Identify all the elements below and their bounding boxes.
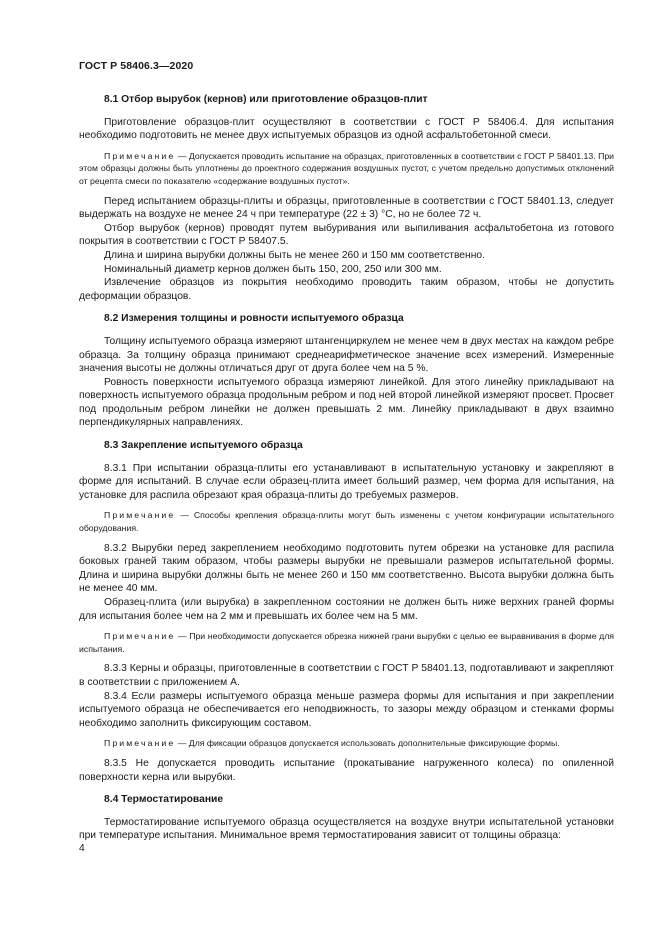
paragraph: Длина и ширина вырубки должны быть не менее 260 и 150 мм соответственно. (104, 249, 485, 261)
paragraph: Термостатирование испытуемого образца осуществляется на воздухе внутри испытательной установки при температуре испытания. Минимальное время термостатирования зависит от толщины образца: (79, 816, 614, 842)
note (79, 737, 614, 750)
paragraph-8-3-3: 8.3.3 Керны и образцы, приготовленные в соответствии с ГОСТ Р 58401.13, подготавливают и закрепляют в соответствии с приложением А. (79, 663, 614, 688)
note-label: Примечание (104, 631, 176, 642)
section-heading-8-4: 8.4 Термостатирование (104, 794, 224, 806)
note (79, 630, 614, 655)
paragraph: Приготовление образцов-плит осуществляют в соответствии с ГОСТ Р 58406.4. Для испытания необходимо подготовить не менее двух испытуемых образцов из одной асфальтобетонной смеси. (79, 116, 614, 142)
paragraph: Образец-плита (или вырубка) в закрепленном состоянии не должен быть ниже верхних граней формы для испытания более чем на 2 мм и превышать их более чем на 5 мм. (79, 597, 614, 622)
running-header: ГОСТ Р 58406.3—2020 (79, 60, 194, 72)
paragraph: Перед испытанием образцы-плиты и образцы, приготовленные в соответствии с ГОСТ 58401.13, следует выдержать на воздухе не менее 24 ч при температуре (22 ± 3) °С, но не более 72 ч. (79, 195, 614, 221)
paragraph-8-3-5: 8.3.5 Не допускается проводить испытание (прокатывание нагруженного колеса) по опиленной поверхности керна или вырубки. (79, 757, 614, 783)
note-text: — При необходимости допускается обрезка нижней грани вырубки с целью ее выравнивания в форме для испытания. (79, 631, 614, 654)
note-text: — Для фиксации образцов допускается использовать дополнительные фиксирующие формы. (175, 738, 560, 749)
note-text: — Способы крепления образца-плиты могут быть изменены с учетом конфигурации испытательного оборудования. (79, 510, 614, 534)
paragraph: Ровность поверхности испытуемого образца измеряют линейкой. Для этого линейку прикладывают на поверхность испытуемого образца продольным ребром и под ней второй линейкой измеряют просвет. Просвет под продольным ребром линейки не должен превышать 2 мм. Линейку прикладывают в двух взаимно перпендикулярных направлениях. (79, 376, 614, 429)
document-body (79, 93, 614, 843)
section-heading-8-2: 8.2 Измерения толщины и ровности испытуемого образца (104, 313, 404, 325)
note-text: — Допускается проводить испытание на образцах, приготовленных в соответствии с ГОСТ Р 58401.13. При этом образцы должны быть уплотнены до проектного содержания воздушных пустот, с учетом предельно допустимых отклонений от рецепта смеси по показателю «содержание воздушных пустот». (79, 150, 614, 186)
paragraph: Номинальный диаметр кернов должен быть 150, 200, 250 или 300 мм. (104, 263, 442, 275)
page-number: 4 (79, 843, 85, 854)
note-label: Примечание (104, 738, 176, 749)
note (79, 150, 614, 188)
note-label: Примечание (104, 150, 176, 161)
paragraph-8-3-1: 8.3.1 При испытании образца-плиты его устанавливают в испытательную установку и закрепляют в форме для испытаний. В случае если образец-плита имеет больший размер, чем форма для испытания, на установке для распила обрезают края образца-плиты до требуемых размеров. (79, 462, 614, 501)
paragraph-8-3-2: 8.3.2 Вырубки перед закреплением необходимо подготовить путем обрезки на установке для распила боковых граней таким образом, чтобы размеры вырубки не превышали размеров испытательной формы. Длина и ширина вырубки должны быть не менее 260 и 150 мм соответственно. Высота вырубки должна быть не менее 40 мм. (79, 542, 614, 595)
note (79, 509, 614, 534)
paragraph: Отбор вырубок (кернов) проводят путем выбуривания или выпиливания асфальтобетона из готового покрытия в соответствии с ГОСТ Р 58407.5. (79, 222, 614, 248)
paragraph: Толщину испытуемого образца измеряют штангенциркулем не менее чем в двух местах на каждом ребре образца. За толщину образца принимают среднеарифметическое значение всех измерений. Измеренные значения высоты не должны отличаться друг от друга более чем на 5 %. (79, 335, 614, 375)
paragraph-8-3-4: 8.3.4 Если размеры испытуемого образца меньше размера формы для испытания и при закреплении испытуемого образца не обеспечивается его неподвижность, то зазоры между образцом и стенками формы необходимо заполнить фиксирующим составом. (79, 690, 614, 729)
section-heading-8-1: 8.1 Отбор вырубок (кернов) или приготовление образцов-плит (104, 94, 428, 105)
section-heading-8-3: 8.3 Закрепление испытуемого образца (104, 440, 303, 452)
note-label: Примечание (104, 510, 176, 521)
paragraph: Извлечение образцов из покрытия необходимо проводить таким образом, чтобы не допустить деформации образцов. (79, 277, 614, 302)
